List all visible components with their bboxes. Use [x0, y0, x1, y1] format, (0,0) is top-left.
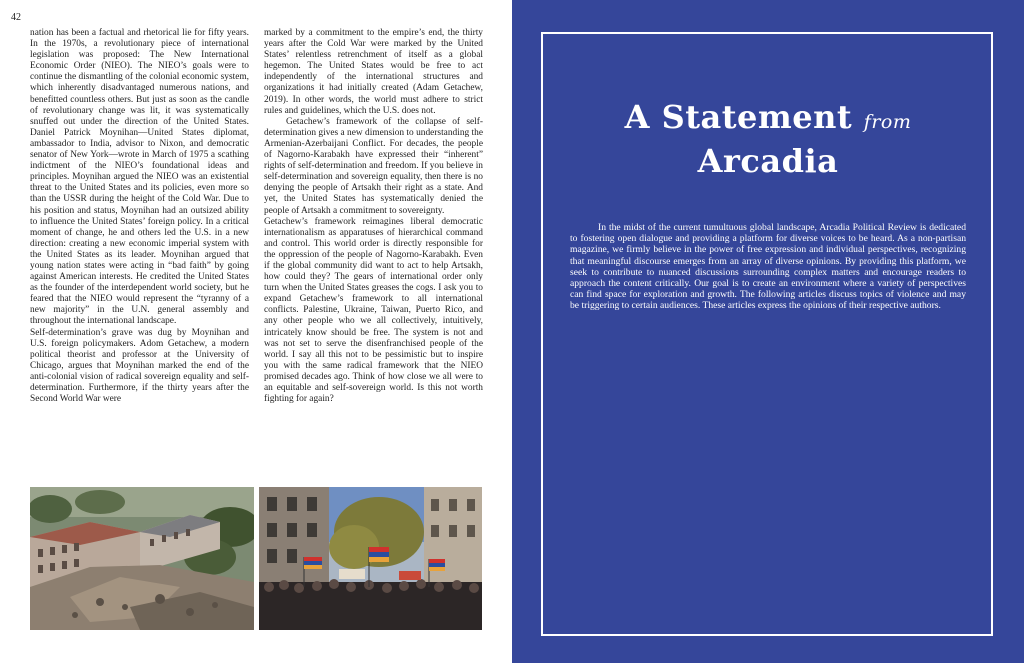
paragraph: nation has been a factual and rhetorical lie for fifty years. In the 1970s, a revolutionary piece of international legislation was proposed: The New International Economic Order (NIEO). The NIEO’s goals were to continue the dismantling of the colonial economic system, which inherently disadvantaged numerous nations, and benefitted countless others. But just as soon as the candle of revolutionary change was lit, it was systematically snuffed out under the direction of the United States. Daniel Patrick Moynihan—United States diplomat, ambassador to India, advisor to Nixon, and democratic senator of New York—wrote in March of 1975 a scathing indictment of the NIEO’s foundational ideas and principles. Moynihan argued the NIEO was an existential threat to the United States and its policies, even more so than the USSR during the height of the Cold War. Due to his position and status, Moynihan had an outsized ability to influence the United States’ foreign policy. In a critical moment of change, he and others led the U.S. in a new direction: creating a new economic imperial system with the United States as its leader. Moynihan argued that young nation states were acting in “bad faith” by going against American interests. He credited the United States as the founder of the interdependent world society, but he feared that the NIEO would represent the “tyranny of a new majority” in the U.N. general assembly and throughout the international landscape.: [30, 28, 249, 327]
right-page: [512, 0, 1024, 663]
title-from: from: [863, 111, 912, 133]
page-number: 42: [11, 12, 21, 23]
paragraph: Getachew’s framework of the collapse of self-determination gives a new dimension to understanding the Armenian-Azerbaijani Conflict. For decades, the people of Nagorno-Karabakh have expressed their “inherent” rights of self-determination and freedom. If you believe in self-determination and sovereign equality, then there is no denying the people of Artsakh their right as a state. And yet, the United States has systematically denied the people of Artsakh a commitment to sovereignty.: [264, 116, 483, 216]
photo-protest-crowd: [259, 487, 482, 630]
paragraph: marked by a commitment to the empire’s end, the thirty years after the Cold War were marked by the United States’ relentless retrenchment of itself as a global hegemon. The United States would be free to act independently of the international structures and organizations it had initially created (Adam Getachew, 2019). In other words, the world must adhere to strict rules and guidelines, which the U.S. does not.: [264, 28, 483, 116]
statement-paragraph: In the midst of the current tumultuous global landscape, Arcadia Political Review is dedicated to fostering open dialogue and providing a platform for diverse voices to be heard. As a non-partisan magazine, we firmly believe in the power of free expression and individual perspectives, recognizing that meaningful discourse emerges from an array of diverse opinions. By providing this platform, we seek to contribute to nuanced discussions surrounding complex matters and encourage readers to approach the content critically. Our goal is to create an environment where a variety of perspectives can find space for exploration and growth. The following articles discuss topics of violence and may be triggering to certain audiences. These articles express the opinions of their respective authors.: [570, 222, 966, 312]
article-column-left: [30, 28, 249, 480]
title-main: A Statement: [624, 98, 853, 136]
paragraph: Self-determination’s grave was dug by Moynihan and U.S. foreign policymakers. Adom Getachew, a modern political theorist and professor at the University of Chicago, argues that Moynihan marked the end of the anti-colonial vision of radical sovereign equality and self-determination. Furthermore, if the thirty years after the Second World War were: [30, 327, 249, 405]
paragraph: Getachew’s framework reimagines liberal democratic internationalism as apparatuses of hierarchical command and control. This world order is directly responsible for the oppression of the people of Nagorno-Karabakh. Even if the global community did want to act to help Artsakh, how could they? The gears of international order only turn when the United States greases the cogs. I ask you to expand Getachew’s framework to all international conflicts. Palestine, Ukraine, Taiwan, Puerto Rico, and any other people who we all collectively, intuitively, intricately know should be free. The system is not and was not set to serve the disenfranchised people of the world. I say all this not to be pessimistic but to inspire you with the same radical framework that the NIEO promised decades ago. Think of how close we all were to an equitable and self-sovereign world. Is this not worth fighting for again?: [264, 216, 483, 405]
page-title: [512, 97, 1024, 180]
title-line-one: [512, 97, 1024, 142]
photo-damaged-building: [30, 487, 254, 630]
article-column-right: [264, 28, 483, 480]
title-second: Arcadia: [697, 142, 839, 180]
statement-text: [570, 222, 966, 312]
